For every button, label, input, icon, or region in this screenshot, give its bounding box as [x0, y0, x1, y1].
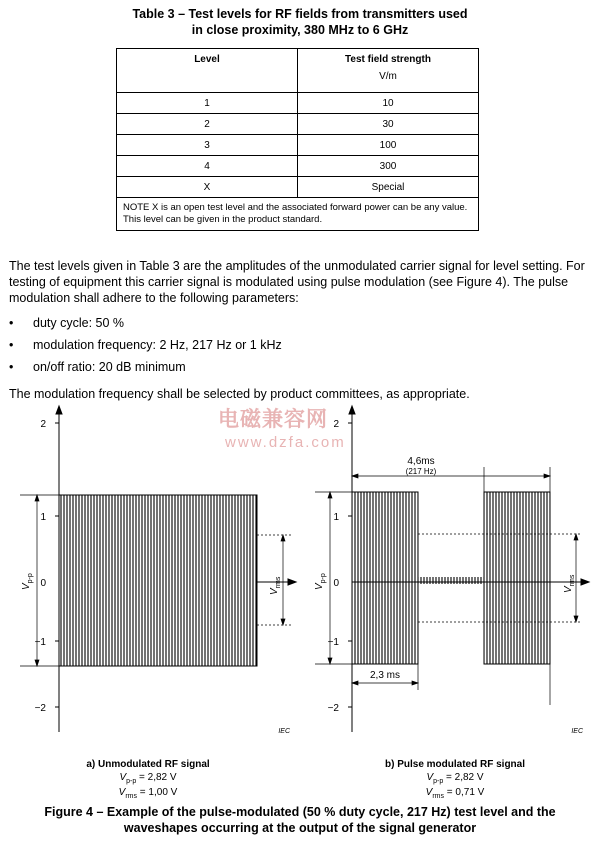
iec-mark-a: IEC	[278, 728, 290, 735]
tick-label: −2	[34, 703, 46, 714]
tick-label: 1	[333, 512, 339, 523]
table-cell-level: 2	[117, 114, 298, 135]
vpp-label-a: $V_{p-p}$	[21, 573, 34, 590]
table-cell-strength: 10	[298, 93, 479, 114]
bullet-text: modulation frequency: 2 Hz, 217 Hz or 1 kHz	[33, 338, 282, 352]
tick-label: 2	[40, 419, 46, 430]
caption-b-vrms: $V_{rms} = 0,71$ V	[425, 787, 485, 800]
vrms-label-b: $V_{rms}$	[563, 574, 576, 593]
bullet-mod-frequency: • modulation frequency: 2 Hz, 217 Hz or 1 kHz	[9, 338, 282, 352]
vrms-label-a: $V_{rms}$	[269, 576, 282, 595]
table-cell-level: X	[117, 177, 298, 198]
tick-label: −2	[327, 703, 339, 714]
plot-b-waveform	[352, 492, 550, 664]
vpp-label-b: $V_{p-p}$	[314, 573, 327, 590]
header-unit: V/m	[379, 71, 397, 82]
table-cell-level: 4	[117, 156, 298, 177]
table-cell-strength: Special	[298, 177, 479, 198]
period-label: 4,6ms	[407, 456, 435, 467]
paragraph-test-levels: The test levels given in Table 3 are the amplitudes of the unmodulated carrier signal for level setting. For testing of equipment this carrier signal is modulated using pulse modulation (see Figure 4). The pulse modulation shall adhere to the following parameters:	[9, 259, 585, 305]
tick-label: 0	[40, 578, 46, 589]
figure-caption-line2: waveshapes occurring at the output of the signal generator	[123, 821, 477, 835]
bullet-text: duty cycle: 50 %	[33, 316, 125, 330]
bullet-text: on/off ratio: 20 dB minimum	[33, 360, 186, 374]
table-cell-strength: 300	[298, 156, 479, 177]
watermark-cn: 电磁兼容网	[218, 408, 328, 431]
table-cell-level: 1	[117, 93, 298, 114]
plot-b-ticks	[328, 419, 340, 714]
table-title-line1: Table 3 – Test levels for RF fields from transmitters used	[132, 7, 468, 21]
plot-a-ticks	[35, 419, 47, 714]
paragraph-mod-frequency: The modulation frequency shall be selected by product committees, as appropriate.	[9, 387, 470, 401]
caption-b-vpp: $V_{p-p} = 2,82$ V	[426, 772, 484, 785]
tick-label: −1	[34, 637, 46, 648]
tick-label: 2	[333, 419, 339, 430]
plot-a-waveform	[59, 495, 257, 666]
table-cell-strength: 100	[298, 135, 479, 156]
bullet-on-off-ratio: • on/off ratio: 20 dB minimum	[9, 360, 186, 374]
watermark-url: www.dzfa.com	[225, 434, 346, 451]
table-note: NOTE X is an open test level and the associated forward power can be any value. This level can be given in the product standard.	[117, 198, 479, 231]
table-cell-level: 3	[117, 135, 298, 156]
caption-a: a) Unmodulated RF signal	[86, 759, 210, 770]
caption-a-vpp: $V_{p-p} = 2,82$ V	[119, 772, 177, 785]
header-strength-label: Test field strength	[345, 54, 431, 65]
caption-a-vrms: $V_{rms} = 1,00$ V	[118, 787, 178, 800]
caption-b: b) Pulse modulated RF signal	[384, 759, 526, 770]
iec-mark-b: IEC	[571, 728, 583, 735]
figure-caption	[0, 804, 600, 836]
table-title-line2: in close proximity, 380 MHz to 6 GHz	[191, 23, 409, 37]
period-frequency: (217 Hz)	[405, 467, 437, 476]
header-level: Level	[117, 49, 298, 93]
tick-label: 1	[40, 512, 46, 523]
on-time-label: 2,3 ms	[369, 670, 401, 681]
table-cell-strength: 30	[298, 114, 479, 135]
tick-label: −1	[327, 637, 339, 648]
figure-caption-line1: Figure 4 – Example of the pulse-modulated (50 % duty cycle, 217 Hz) test level and the	[44, 805, 556, 819]
bullet-duty-cycle: • duty cycle: 50 %	[9, 316, 125, 330]
tick-label: 0	[333, 578, 339, 589]
